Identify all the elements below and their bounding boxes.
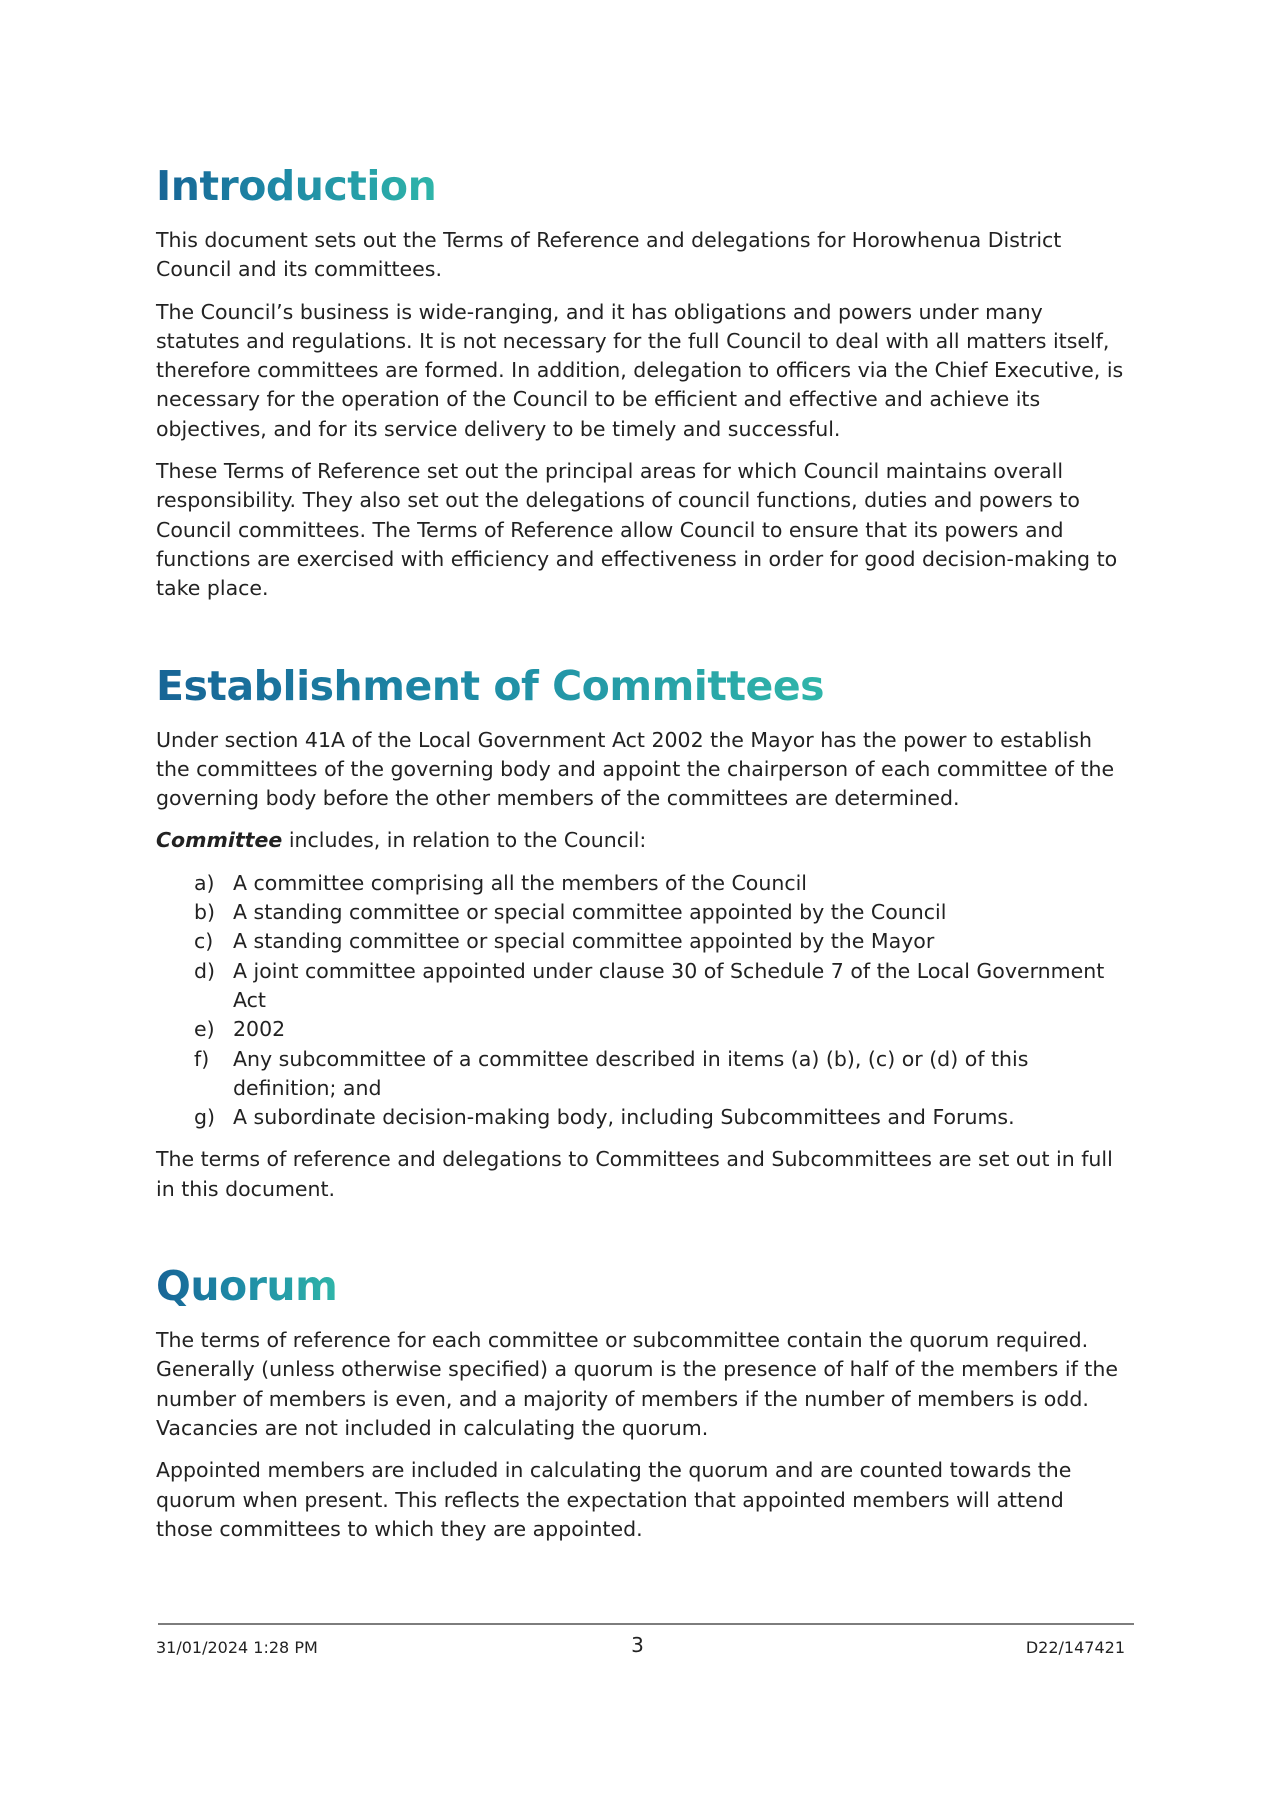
list-item-text: A joint committee appointed under clause 30 of Schedule 7 of the Local Government Act xyxy=(233,958,1105,1012)
footer-timestamp: 31/01/2024 1:28 PM xyxy=(156,1638,318,1657)
quorum-paragraph-2: Appointed members are included in calculating the quorum and are counted towards the quorum when present. This reflects the expectation that appointed members will attend those committees to which they are appointed. xyxy=(156,1458,1072,1541)
establishment-intro: Under section 41A of the Local Government Act 2002 the Mayor has the power to establish the committees of the governing body and appoint the chairperson of each committee of the governing body before the other members of the committees are determined. xyxy=(156,727,1115,811)
list-marker: b) xyxy=(194,900,216,925)
committee-list xyxy=(156,869,1126,1133)
quorum-paragraph-1: The terms of reference for each committee or subcommittee contain the quorum required. Generally (unless otherwise specified) a quorum is the presence of half of the members if the number of members is even, and a majority of members if the number of members is odd. Vacancies are not included in calculating the quorum. xyxy=(156,1328,1118,1440)
list-item xyxy=(156,1015,1126,1044)
list-item xyxy=(156,869,1126,898)
footer-divider xyxy=(158,1623,1134,1625)
list-item-text: A standing committee or special committee appointed by the Council xyxy=(233,900,947,925)
list-marker: e) xyxy=(194,1017,215,1042)
committee-definition xyxy=(156,826,1126,855)
page-content xyxy=(156,158,1126,1544)
list-marker: a) xyxy=(194,870,215,895)
footer-page-number: 3 xyxy=(631,1633,644,1657)
list-item xyxy=(156,1103,1126,1132)
list-marker: g) xyxy=(194,1105,216,1130)
list-item-text: A committee comprising all the members of the Council xyxy=(233,870,807,895)
heading-establishment: Establishment of Committees xyxy=(156,658,824,714)
footer-doc-ref: D22/147421 xyxy=(1025,1638,1125,1657)
list-item-text: Any subcommittee of a committee described in items (a) (b), (c) or (d) of this definition; and xyxy=(233,1046,1029,1100)
heading-quorum: Quorum xyxy=(156,1258,337,1314)
definition-term: Committee xyxy=(156,828,283,853)
list-item-text: A standing committee or special committee appointed by the Mayor xyxy=(233,929,935,954)
intro-paragraph-1: This document sets out the Terms of Reference and delegations for Horowhenua District Council and its committees. xyxy=(156,228,1062,282)
list-item xyxy=(156,927,1126,956)
list-item xyxy=(156,898,1126,927)
definition-rest: includes, in relation to the Council: xyxy=(282,828,647,853)
list-marker: f) xyxy=(194,1046,210,1071)
list-item xyxy=(156,957,1126,1016)
intro-paragraph-3: These Terms of Reference set out the principal areas for which Council maintains overall responsibility. They also set out the delegations of council functions, duties and powers to Council committees. The Terms of Reference allow Council to ensure that its powers and functions are exercised with efficiency and effectiveness in order for good decision-making to take place. xyxy=(156,459,1118,601)
list-marker: d) xyxy=(194,958,216,983)
list-marker: c) xyxy=(194,929,214,954)
heading-introduction: Introduction xyxy=(156,158,436,214)
establishment-closing: The terms of reference and delegations to Committees and Subcommittees are set out in full in this document. xyxy=(156,1147,1113,1201)
list-item-text: 2002 xyxy=(233,1017,286,1042)
list-item xyxy=(156,1045,1126,1104)
list-item-text: A subordinate decision-making body, including Subcommittees and Forums. xyxy=(233,1105,1015,1130)
intro-paragraph-2: The Council’s business is wide-ranging, and it has obligations and powers under many statutes and regulations. It is not necessary for the full Council to deal with all matters itself, therefore committees are formed. In addition, delegation to officers via the Chief Executive, is necessary for the operation of the Council to be efficient and effective and achieve its objectives, and for its service delivery to be timely and successful. xyxy=(156,299,1124,441)
